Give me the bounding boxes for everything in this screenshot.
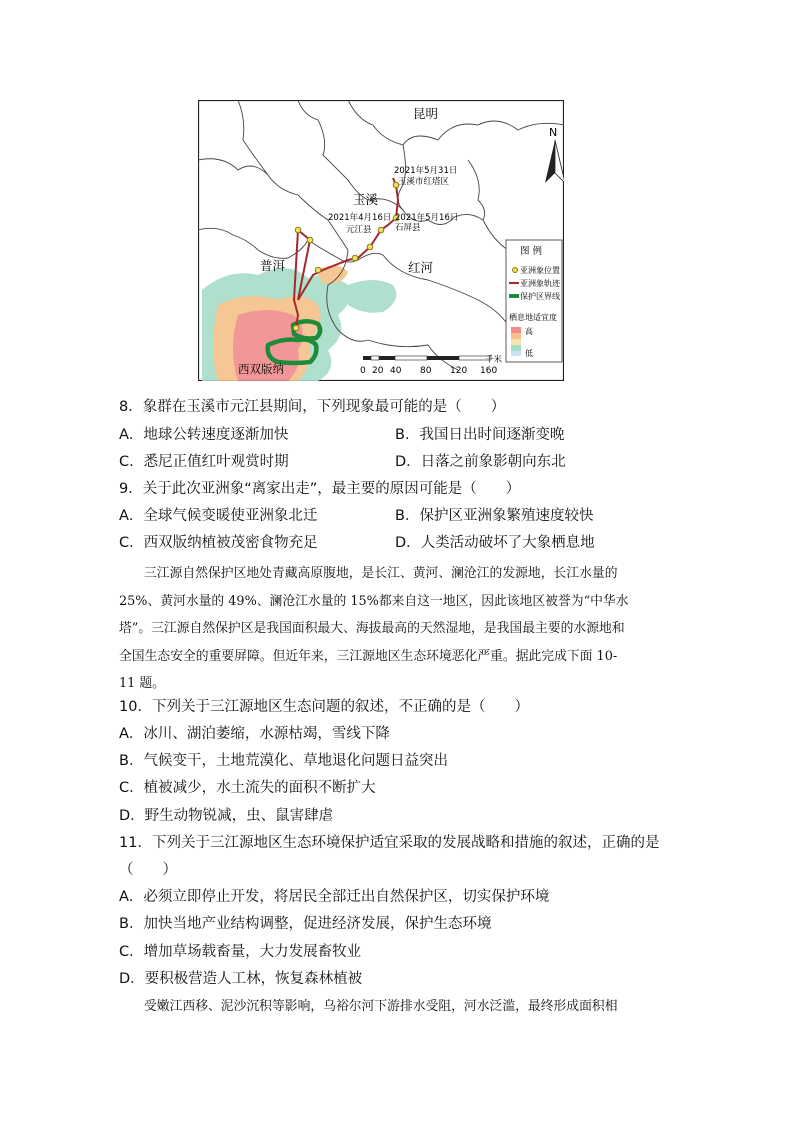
scale-unit: 千米 (485, 355, 503, 365)
question-8-option-d: D．日落之前象影朝向东北 (395, 454, 566, 470)
question-8-option-a: A．地球公转速度逐渐加快 (119, 427, 289, 443)
question-8-stem: 8．象群在玉溪市元江县期间，下列现象最可能的是（ ） (119, 399, 506, 415)
question-11-option-d: D．要积极营造人工林，恢复森林植被 (119, 971, 363, 987)
north-label: N (549, 126, 558, 139)
passage-line: 塔”。三江源自然保护区是我国面积最大、海拔最高的天然湿地，是我国最主要的水源地和 (119, 621, 625, 636)
svg-text:20: 20 (372, 366, 384, 376)
legend-item-track: 亚洲象轨迹 (520, 279, 560, 288)
question-11-option-b: B．加快当地产业结构调整，促进经济发展，保护生态环境 (119, 916, 492, 932)
label-honghe: 红河 (408, 260, 434, 275)
legend-item-position: 亚洲象位置 (520, 266, 560, 275)
svg-text:0: 0 (360, 366, 366, 376)
passage-wuyuer-river (119, 993, 679, 1021)
label-kunming: 昆明 (413, 106, 439, 121)
label-date-may31: 2021年5月31日 (394, 166, 458, 176)
question-10-option-c: C．植被减少，水土流失的面积不断扩大 (119, 780, 376, 796)
legend-position-icon (513, 268, 518, 273)
passage-line: 25%、黄河水量的 49%、澜沧江水量的 15%都来自这一地区，因此该地区被誉为“中华水 (119, 593, 629, 609)
question-9-option-d: D．人类活动破坏了大象栖息地 (395, 535, 595, 551)
question-10-option-d: D．野生动物锐减，虫、鼠害肆虐 (119, 808, 334, 824)
question-9-option-b: B．保护区亚洲象繁殖速度较快 (395, 508, 594, 524)
label-xishuangbanna: 西双版纳 (238, 362, 284, 376)
question-11-stem: 11．下列关于三江源地区生态环境保护适宜采取的发展战略和措施的叙述，正确的是 (119, 835, 660, 851)
label-date-may16: 2021年5月16日 (395, 213, 459, 223)
legend-high: 高 (525, 327, 533, 336)
svg-text:120: 120 (450, 366, 468, 376)
map-legend (506, 240, 562, 362)
legend-item-reserve: 保护区界线 (520, 292, 560, 301)
legend-title: 图 例 (520, 246, 543, 257)
question-9-stem: 9．关于此次亚洲象“离家出走”，最主要的原因可能是（ ） (119, 481, 521, 497)
label-date-apr16: 2021年4月16日 (328, 213, 392, 223)
label-shiping: 石屏县 (395, 223, 421, 233)
label-yuxi: 玉溪 (353, 192, 379, 207)
passage-sanjiangyuan (119, 560, 679, 698)
question-8-option-b: B．我国日出时间逐渐变晚 (395, 427, 565, 443)
label-puer: 普洱 (260, 258, 286, 273)
question-10-option-b: B．气候变干，土地荒漠化、草地退化问题日益突出 (119, 753, 448, 769)
svg-text:40: 40 (390, 366, 402, 376)
legend-suitability-title: 栖息地适宜度 (509, 313, 557, 322)
question-9-option-a: A．全球气候变暖使亚洲象北迁 (119, 508, 318, 524)
question-10-option-a: A．冰川、湖泊萎缩，水源枯竭，雪线下降 (119, 726, 390, 742)
question-11-stem-bracket: （ ） (119, 862, 177, 878)
question-11-option-c: C．增加草场载畜量，大力发展畜牧业 (119, 944, 362, 960)
label-yuanjiang: 元江县 (346, 225, 372, 235)
elephant-migration-map (198, 100, 564, 381)
label-hongta: 玉溪市红塔区 (398, 177, 450, 187)
question-9-option-c: C．西双版纳植被茂密食物充足 (119, 535, 318, 551)
question-8-option-c: C．悉尼正值红叶观赏时期 (119, 454, 289, 470)
question-11-option-a: A．必须立即停止开发，将居民全部迁出自然保护区，切实保护环境 (119, 889, 550, 905)
passage-line: 11 题。 (119, 676, 165, 691)
svg-text:160: 160 (480, 366, 498, 376)
legend-low: 低 (525, 349, 533, 358)
passage-line: 全国生态安全的重要屏障。但近年来，三江源地区生态环境恶化严重。据此完成下面 10- (119, 648, 618, 664)
svg-text:80: 80 (420, 366, 432, 376)
passage-line: 三江源自然保护区地处青藏高原腹地，是长江、黄河、澜沧江的发源地，长江水量的 (144, 566, 618, 581)
passage-line: 受嫩江西移、泥沙沉积等影响，乌裕尔河下游排水受阻，河水泛滥，最终形成面积相 (144, 999, 618, 1014)
question-10-stem: 10．下列关于三江源地区生态问题的叙述，不正确的是（ ） (119, 699, 529, 715)
